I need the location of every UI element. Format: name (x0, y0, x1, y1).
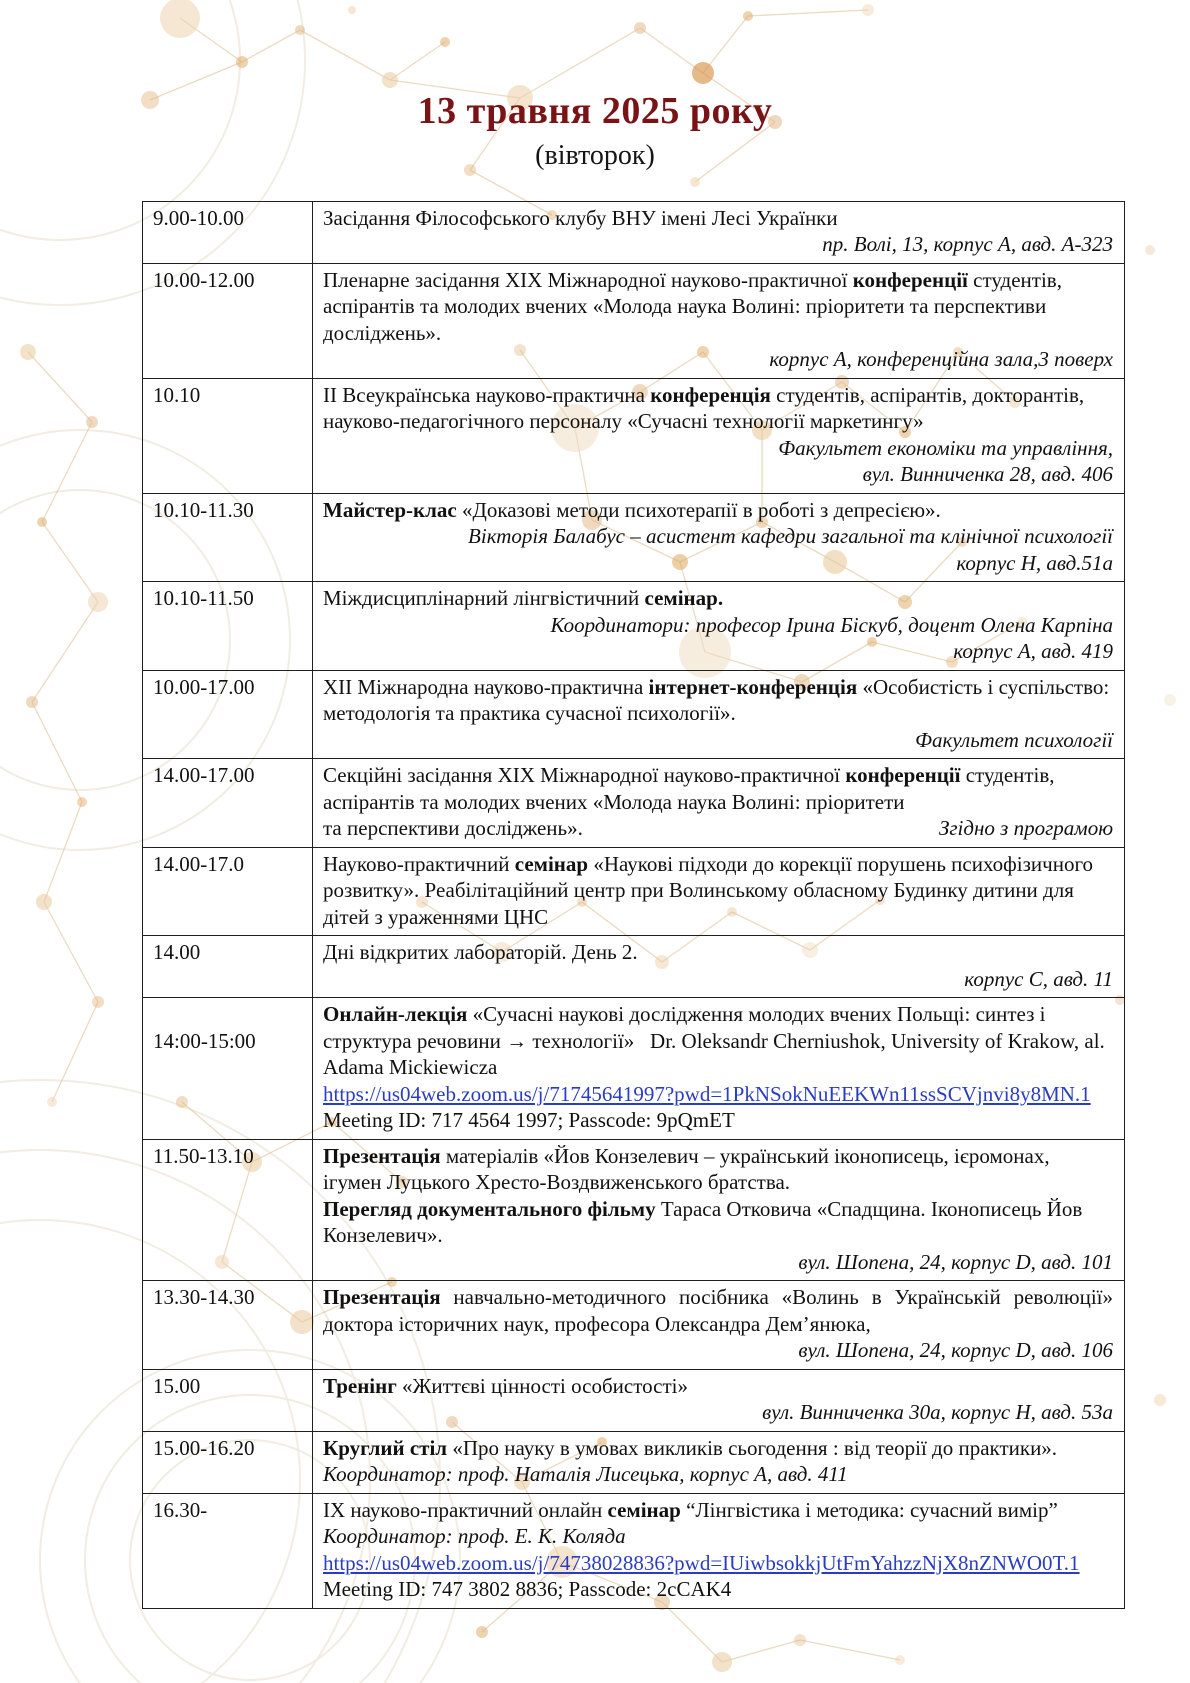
event-cell (313, 847, 1125, 936)
table-row (143, 493, 1125, 582)
text-run: корпус А, конференційна зала,3 поверх (769, 347, 1113, 372)
text-run: студентів, аспірантів та молодих вчених «Молода наука Волині: пріоритети та перспективи досліджень». (323, 267, 1062, 345)
event-cell (313, 936, 1125, 998)
text-run: “Лінгвістика і методика: сучасний вимір” (680, 1497, 1058, 1522)
text-run: Презентація (323, 1285, 441, 1310)
zoom-meeting-link[interactable]: https://us04web.zoom.us/j/71745641997?pwd=1PkNSokNuEEKWn11ssSCVjnvi8y8MN.1 (323, 1081, 1091, 1106)
event-cell (313, 759, 1125, 848)
text-run: «Життєві цінності особистості» (396, 1373, 688, 1398)
time-cell: 14.00-17.00 (143, 759, 313, 848)
location-text (323, 727, 1113, 754)
event-text (323, 1435, 1113, 1488)
table-row (143, 670, 1125, 759)
text-run: корпус С, авд. 11 (964, 966, 1113, 991)
time-cell: 10.00-17.00 (143, 670, 313, 759)
location-text (323, 638, 1113, 665)
event-text (323, 1081, 1113, 1134)
location-text (323, 966, 1113, 993)
event-text (323, 382, 1113, 435)
event-text (323, 674, 1113, 727)
text-run: Дні відкритих лабораторій. День 2. (323, 940, 638, 965)
location-text (939, 815, 1113, 842)
time-cell: 9.00-10.00 (143, 201, 313, 263)
location-text (323, 1337, 1113, 1364)
event-text (323, 1196, 1113, 1249)
location-text (323, 346, 1113, 373)
table-row (143, 1493, 1125, 1608)
text-run: Тренінг (323, 1373, 397, 1398)
event-text (323, 1284, 1113, 1337)
event-text (323, 939, 1113, 966)
table-row (143, 582, 1125, 671)
time-cell: 10.00-12.00 (143, 263, 313, 378)
text-run: корпус Н, авд.51а (956, 550, 1113, 575)
table-row (143, 378, 1125, 493)
time-cell: 14.00-17.0 (143, 847, 313, 936)
event-cell (313, 1281, 1125, 1370)
table-row (143, 263, 1125, 378)
event-text (323, 1550, 1113, 1603)
text-run: вул. Винниченка 30а, корпус Н, авд. 53а (762, 1400, 1113, 1425)
time-cell: 16.30- (143, 1493, 313, 1608)
table-row (143, 936, 1125, 998)
text-run: Круглий стіл (323, 1435, 448, 1460)
event-text (323, 1143, 1113, 1196)
table-row (143, 201, 1125, 263)
text-run: інтернет-конференція (648, 674, 858, 699)
text-run: Факультет економіки та управління, (778, 435, 1113, 460)
text-run: корпус А, авд. 419 (953, 639, 1113, 664)
location-text (323, 550, 1113, 577)
time-cell: 10.10 (143, 378, 313, 493)
text-run: навчально-методичного посібника «Волинь в Українській революції» доктора історичних наук, професора Олександра Дем’янюка, (323, 1285, 1113, 1336)
text-run: Науково-практичний (323, 851, 515, 876)
text-run: Вікторія Балабус – асистент кафедри загальної та клінічної психології (468, 524, 1113, 549)
event-cell (313, 670, 1125, 759)
event-cell (313, 1369, 1125, 1431)
text-run: «Про науку в умовах викликів сьогодення : від теорії до практики». (447, 1435, 1058, 1460)
text-run: Тараса Отковича «Спадщина. Іконописець Йов Конзелевич». (323, 1196, 1083, 1248)
event-cell (313, 1431, 1125, 1493)
event-text (323, 585, 1113, 612)
text-run: Координатори: професор Ірина Біскуб, доцент Олена Карпіна (550, 612, 1113, 637)
location-text (323, 523, 1113, 550)
text-run: пр. Волі, 13, корпус А, авд. А-323 (822, 232, 1113, 257)
text-run: «Сучасні наукові дослідження молодих вчених Польщі: синтез і структура речовини → технології» Dr. Oleksandr Cherniushok, University of Krakow, al. Adama Mickiewicza (323, 1002, 1105, 1080)
schedule-table (142, 201, 1125, 1609)
location-text (323, 231, 1113, 258)
location-text (323, 1399, 1113, 1426)
text-run: Факультет психології (915, 727, 1113, 752)
event-cell (313, 493, 1125, 582)
text-run: Майстер-клас (323, 497, 457, 522)
table-row (143, 1281, 1125, 1370)
table-row (143, 1139, 1125, 1281)
text-run: та перспективи досліджень». (323, 816, 583, 841)
zoom-meeting-link[interactable]: https://us04web.zoom.us/j/74738028836?pwd=IUiwbsokkjUtFmYahzzNjX8nZNWO0T.1 (323, 1550, 1080, 1575)
event-text (323, 205, 1113, 232)
text-run: семінар (607, 1497, 681, 1522)
table-row (143, 847, 1125, 936)
event-text (323, 815, 583, 842)
text-run: Meeting ID: 717 4564 1997; Passcode: 9pQmET (323, 1108, 735, 1133)
location-text (323, 461, 1113, 488)
text-run: матеріалів «Йов Конзелевич – український іконописець, ієромонах, ігумен Луцького Хресто-Воздвиженського братства. (323, 1143, 1050, 1195)
text-run: конференції (852, 267, 968, 292)
text-run: студентів, аспірантів, докторантів, науково-педагогічного персоналу «Сучасні технології маркетингу» (323, 382, 1085, 434)
text-run: «Доказові методи психотерапії в роботі з депресією». (456, 497, 941, 522)
time-cell: 15.00 (143, 1369, 313, 1431)
text-run: ІХ науково-практичний онлайн (323, 1497, 608, 1522)
time-cell: 14:00-15:00 (143, 998, 313, 1140)
event-text (323, 497, 1113, 524)
time-cell: 10.10-11.50 (143, 582, 313, 671)
text-run: вул. Винниченка 28, авд. 406 (862, 462, 1113, 487)
event-text (323, 1373, 1113, 1400)
table-row (143, 998, 1125, 1140)
table-row (143, 1369, 1125, 1431)
page-subtitle: (вівторок) (535, 139, 655, 171)
text-run: Пленарне засідання ХІХ Міжнародної науково-практичної (323, 267, 853, 292)
time-cell: 14.00 (143, 936, 313, 998)
event-text (323, 1001, 1113, 1081)
event-cell (313, 263, 1125, 378)
text-run: конференції (845, 763, 961, 788)
event-line-split (323, 815, 1113, 842)
text-run: вул. Шопена, 24, корпус D, авд. 101 (798, 1249, 1113, 1274)
schedule-table-body (143, 201, 1125, 1608)
time-cell: 11.50-13.10 (143, 1139, 313, 1281)
text-run: Міждисциплінарний лінгвістичний (323, 586, 645, 611)
location-text (323, 612, 1113, 639)
text-run: Засідання Філософського клубу ВНУ імені Лесі Українки (323, 205, 838, 230)
text-run: студентів, аспірантів та молодих вчених «Молода наука Волині: пріоритети (323, 763, 1055, 814)
text-run: Перегляд документального фільму (323, 1196, 656, 1221)
text-run: вул. Шопена, 24, корпус D, авд. 106 (798, 1338, 1113, 1363)
text-run: Згідно з програмою (938, 816, 1113, 841)
event-cell (313, 1139, 1125, 1281)
event-cell (313, 582, 1125, 671)
text-run: Презентація (323, 1143, 441, 1168)
time-cell: 15.00-16.20 (143, 1431, 313, 1493)
text-run: ХІІ Міжнародна науково-практична (323, 674, 649, 699)
text-run: семінар. (644, 586, 724, 611)
table-row (143, 1431, 1125, 1493)
location-text (323, 1249, 1113, 1276)
event-text (323, 267, 1113, 347)
text-run: конференція (650, 382, 771, 407)
event-text (323, 762, 1113, 815)
time-cell: 10.10-11.30 (143, 493, 313, 582)
event-cell (313, 201, 1125, 263)
event-cell (313, 378, 1125, 493)
text-run: Meeting ID: 747 3802 8836; Passcode: 2cCAK4 (323, 1550, 1085, 1602)
text-run: ІІ Всеукраїнська науково-практична (323, 382, 651, 407)
page-title: 13 травня 2025 року (417, 90, 773, 132)
event-text (323, 851, 1113, 931)
text-run: «Особистість і суспільство: методологія та практика сучасної психології». (323, 674, 1110, 726)
table-row (143, 759, 1125, 848)
text-run: Онлайн-лекція (323, 1002, 468, 1027)
event-text (323, 1497, 1113, 1550)
text-run: Координатор: проф. Е. К. Коляда (323, 1524, 626, 1549)
text-run: «Наукові підходи до корекції порушень психофізичного розвитку». Реабілітаційний центр при Волинському обласному Будинку дитини для дітей з ураженнями ЦНС (323, 851, 1094, 929)
text-run: Координатор: проф. Наталія Лисецька, корпус А, авд. 411 (323, 1462, 848, 1487)
time-cell: 13.30-14.30 (143, 1281, 313, 1370)
location-text (323, 435, 1113, 462)
text-run: Секційні засідання ХІХ Міжнародної науково-практичної (323, 763, 846, 788)
text-run: семінар (514, 851, 589, 876)
event-cell (313, 998, 1125, 1140)
event-cell (313, 1493, 1125, 1608)
